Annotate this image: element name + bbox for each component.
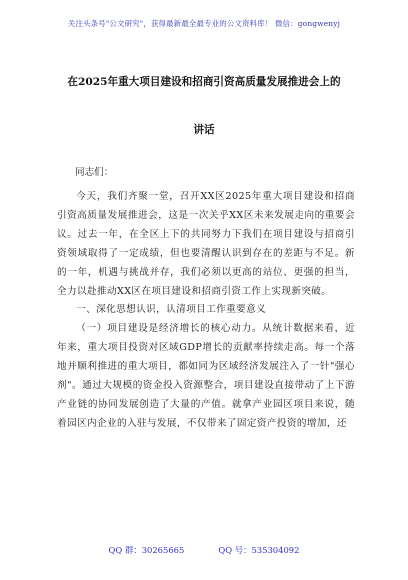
paragraph-section-1-1: （一）项目建设是经济增长的核心动力。从统计数据来看，近年来，重大项目投资对区域GDP增长的贡献率持续走高。每一个落地并顺利推进的重大项目，都如同为区域经济发展注入了一针"强心剂"。通过大规模的资金投入资源整合，项目建设直接带动了上下游产业链的协同发展创造了大量的产值。就拿产业园区项目来说，随着园区内企业的入驻与发展，不仅带来了固定资产投资的增加，还	[57, 323, 355, 429]
document-title-line-1: 在2025年重大项目建设和招商引资高质量发展推进会上的	[67, 76, 341, 88]
salutation: 同志们：	[75, 167, 114, 178]
document-title-line-2: 讲话	[193, 124, 215, 136]
header-banner: 关注头条号"公文研究"，获得最新最全最专业的公文资料库！ 微信：gongwenyj	[67, 19, 341, 28]
footer-qq-number: QQ 号：535304092	[218, 545, 300, 555]
section-heading-1: 一、深化思想认识，认清项目工作重要意义	[76, 304, 267, 316]
footer-contact	[0, 544, 408, 556]
document-body	[57, 188, 355, 434]
paragraph-opening: 今天，我们齐聚一堂，召开XX区2025年重大项目建设和招商引资高质量发展推进会，这是一次关乎XX区未来发展走向的重要会议。过去一年，在全区上下的共同努力下我们在项目建设与招商引资领域取得了一定成绩，但也要清醒认识到存在的差距与不足。新的一年，机遇与挑战并存，我们必须以更高的站位、更强的担当，全力以赴推动XX区在项目建设和招商引资工作上实现新突破。	[57, 191, 355, 297]
footer-qq-group: QQ 群：30265665	[108, 545, 185, 555]
